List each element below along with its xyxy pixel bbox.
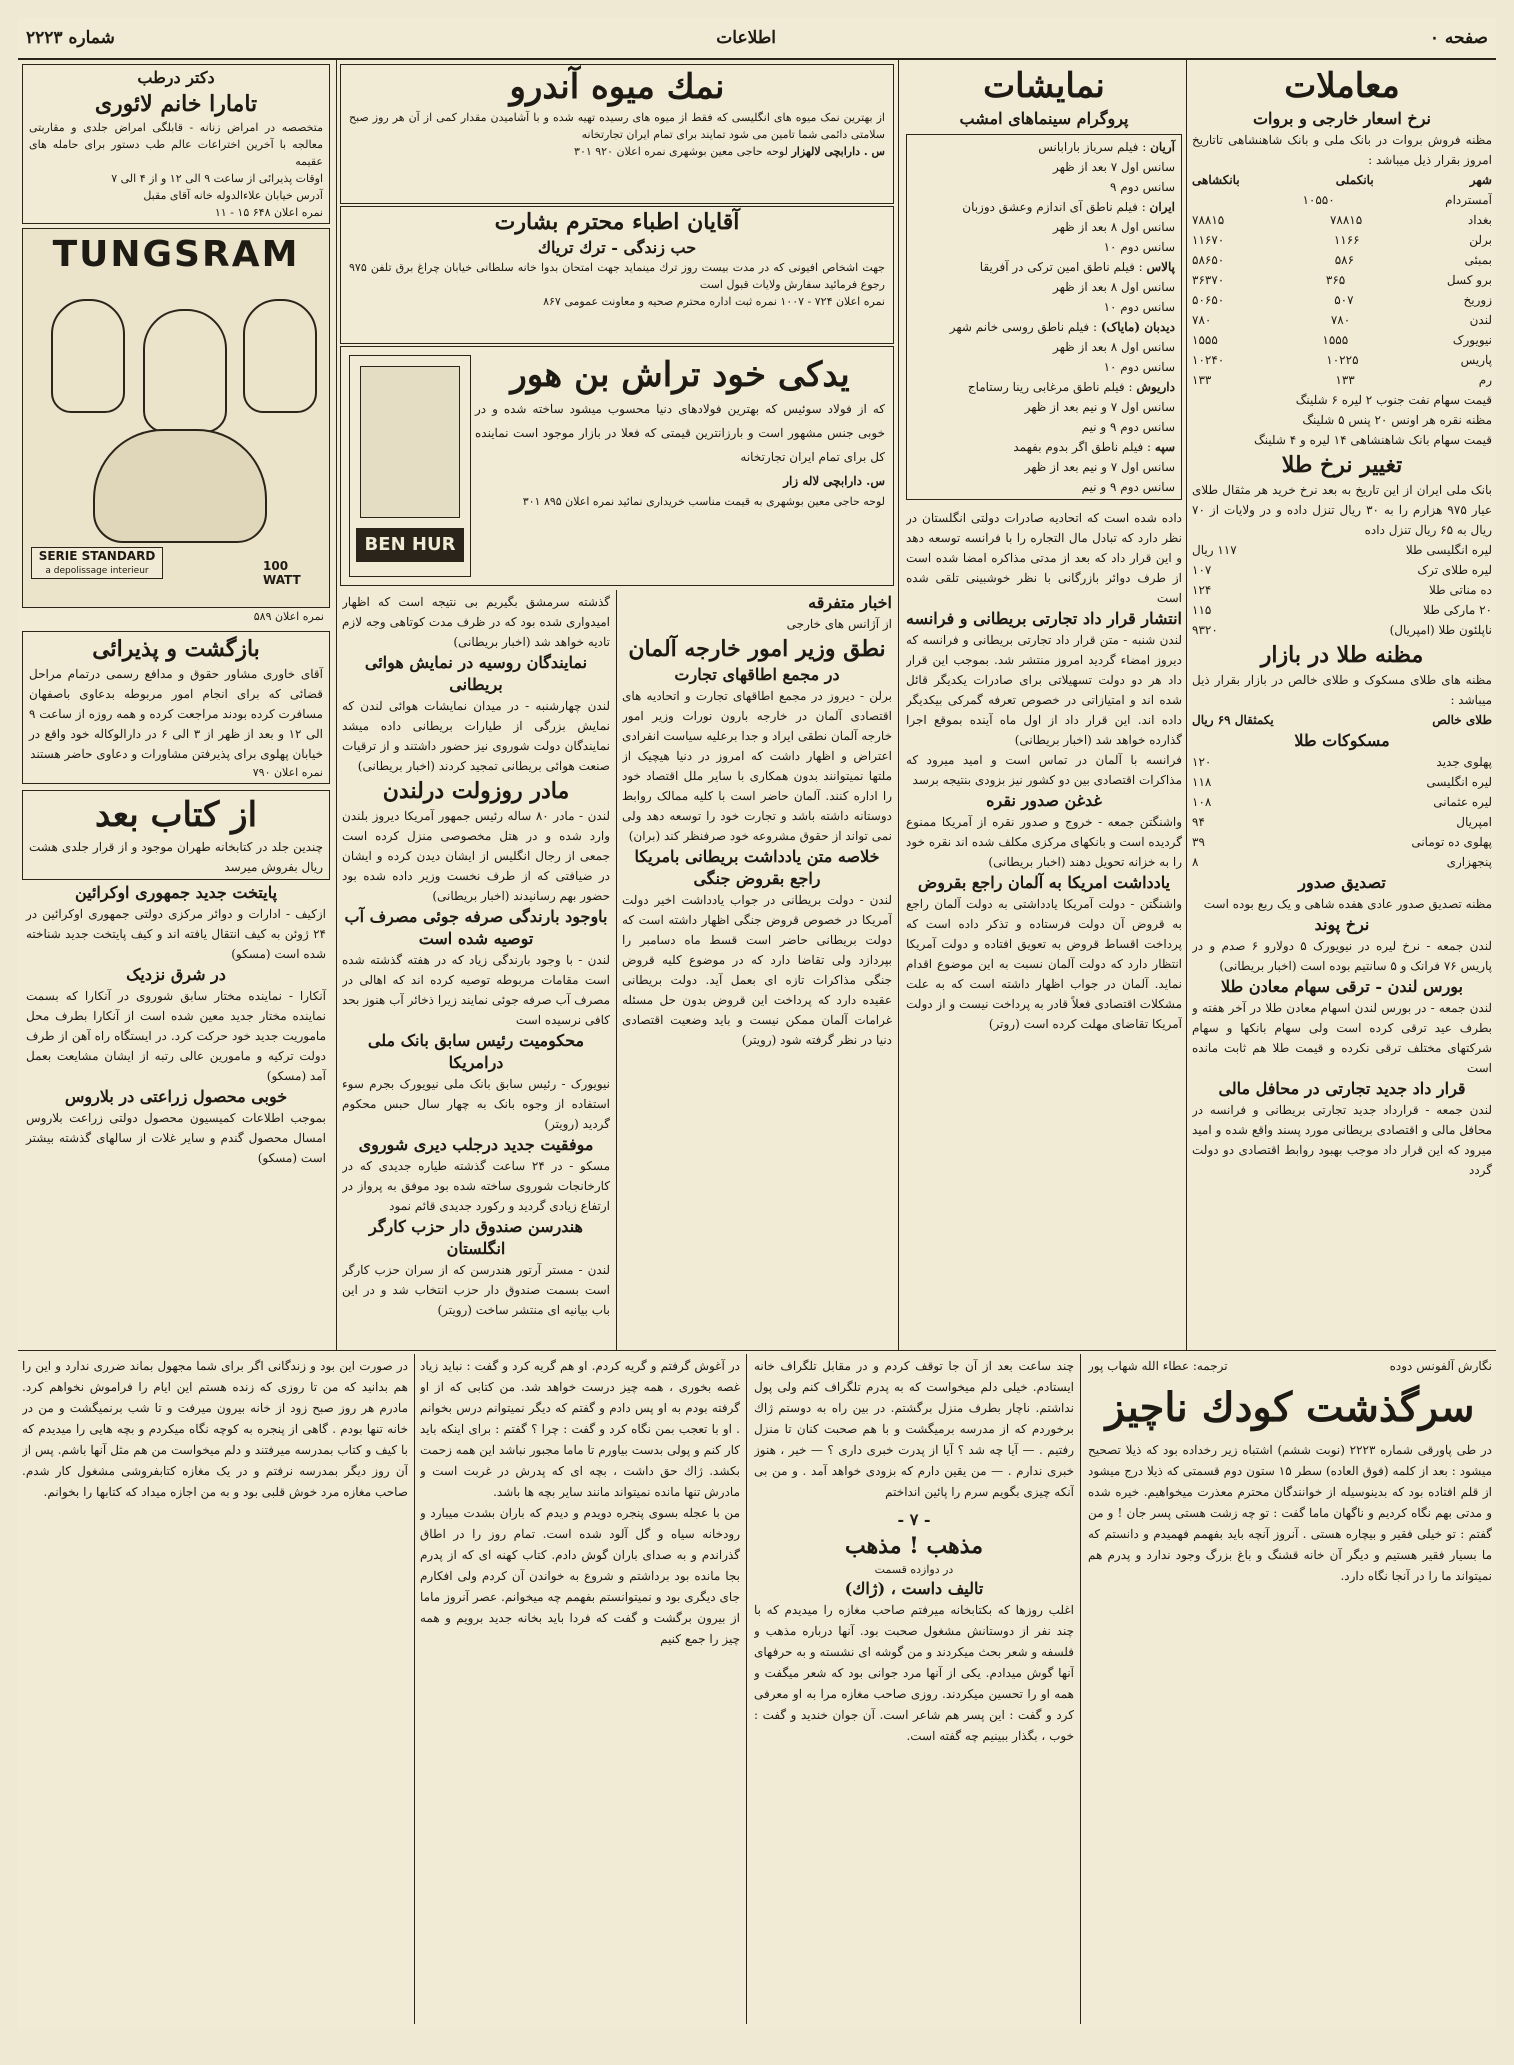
france-text: فرانسه با آلمان در تماس است و امید میرود که مذاکرات اقتصادی بین دو کشور نیز بزودی بنتیجه برسد xyxy=(906,753,1182,787)
gold-rate-text: بانک ملی ایران از این تاریخ به بعد نرخ خرید هر مثقال طلای عیار ۹۷۵ هزارم را به ۳۰ ریال تنزل داده و در ولایات از ۷۰ ریال به ۶۵ ریال تنزل داده xyxy=(1192,483,1492,537)
treaty-title: قرار داد جدید تجارتی در محافل مالی xyxy=(1218,1079,1466,1098)
henderson-text: لندن - مستر آرتور هندرسن که از سران حزب کارگر است بسمت صندوق دار حزب انتخاب شد و در این باب بیانیه ای منتشر ساخت (رویتر) xyxy=(342,1263,610,1317)
east-title: در شرق نزدیک xyxy=(126,965,226,984)
ad-benhur-place: لاله زار xyxy=(783,474,820,488)
bulb-icon xyxy=(51,299,125,413)
coins-title: مسکوکات طلا xyxy=(1294,731,1390,750)
serial-translator: ترجمه: عطاء الله شهاب پور xyxy=(1088,1359,1228,1373)
ad-fruit-salt-title: نمك میوه آندرو xyxy=(509,67,725,107)
coins-list xyxy=(1192,752,1492,872)
serial-column-4 xyxy=(22,1356,408,2024)
serial-text-d: در آغوش گرفتم و گریه کردم. او هم گریه کرد و گفت : نباید زیاد غصه بخوری ، همه چیز درست خواهد شد. من کتابی که از او گرفته بودم به او پس دادم و گفتم که دیگر نمیتوانم درس بخوانم . او با تعجب بمن نگاه کرد و گفت : چرا ؟ گفتم : برای اینکه باید کار کنم و پولی بدست بیاورم تا ماما مجبور نباشد این همه زحمت بکشد. ژاك حق داشت ، بچه ای که پدرش در غربت است و مادرش تنها مانده نمیتواند مانند سایر بچه ها باشد. xyxy=(420,1359,740,1499)
chapter-title: مذهب ! مذهب xyxy=(844,1533,984,1559)
certificate-title: تصدیق صدور xyxy=(1298,873,1386,892)
air-show-title: نمایندگان روسیه در نمایش هوائی بریطانی xyxy=(364,653,588,694)
exchange-table-header: شهر بانکملی بانکشاهی xyxy=(1192,173,1492,187)
ad-benhur-title: یدکی خود تراش بن هور xyxy=(510,355,850,395)
table-row: رم ۱۳۳ ۱۳۳ xyxy=(1192,373,1492,387)
chapter-author: تالیف داست ، (ژاك) xyxy=(844,1579,984,1598)
list-item: پالاس : فیلم ناطق امین ترکی در آفریقا سانس اول ۸ بعد از ظهر سانس دوم ۱۰ xyxy=(979,260,1175,314)
roosevelt-text: لندن - مادر ۸۰ ساله رئیس جمهور آمریکا دیروز بلندن وارد شده و در هتل مخصوصی منزل کرده است جمعی از رجال انگلیس از ایشان دیدن کرده و ایشان در ضیافتی که از طرف نخست وزیر داده شده بود حضور بهم رسانیدند (اخبار بریطانی) xyxy=(342,809,610,903)
ad-benhur xyxy=(340,346,894,586)
tungsram-ad-number: نمره اعلان ۵۸۹ xyxy=(253,610,324,623)
us-note-text: واشنگتن - دولت آمریکا یادداشتی به دولت آلمان راجع به قروض آن دولت فرستاده و تذکر داده است که پرداخت اقساط قروض به تعویق افتاده و دولت آمریکا انتظار دارد که دولت آلمان نسبت به این موضوع اقدام نماید. آلمان در جواب اظهار داشته است که به علت مشکلات اقتصادی فعلاً قادر به پرداخت نیست و از دولت آمریکا تقاضای مهلت کرده است (روتر) xyxy=(906,897,1182,1031)
air-show-text: لندن چهارشنبه - در میدان نمایشات هوائی لندن که نمایش بزرگی از طیارات بریطانی داده میشد نمایندگان دولت شوروی نیز حضور داشتند و از ترقیات صنعت هوائی بریطانی تمجید کردند (اخبار بریطانی) xyxy=(342,699,610,773)
column-foreign-news xyxy=(342,592,610,1344)
table-row: زوریخ ۵۰۷ ۵۰۶۵۰ xyxy=(1192,293,1492,307)
column-misc-news xyxy=(622,592,892,1344)
bank-text: نیویورک - رئیس سابق بانک ملی نیویورک بجرم سوء استفاده از وجوه بانک به چهار سال حبس محکوم گردید (رویتر) xyxy=(342,1077,610,1131)
ad-fruit-salt-tail: لوحه حاجی معین بوشهری نمره اعلان ۹۲۰ ۳۰۱ xyxy=(574,145,788,158)
table-row: بمبئی ۵۸۶ ۵۸۶۵۰ xyxy=(1192,253,1492,267)
serial-column-1 xyxy=(1088,1356,1492,2024)
debts-text: لندن - دولت بریطانی در جواب یادداشت اخیر دولت آمریکا در خصوص قروض جنگی اظهار داشته است که دولت بریطانی حاضر است قسط ماه دسامبر را بپردازد ولی تقاضا دارد که در موضوع کلیه قروض جنگی مذاکرات تازه ای بعمل آید. دولت بریطانی عقیده دارد که پرداخت این قروض بدون حل مسئله غرامات آلمان ممکن نیست و باید وضعیت اقتصادی دنیا در نظر گرفته شود (رویتر) xyxy=(622,893,892,1047)
column-cinema xyxy=(906,64,1182,1344)
benhur-portrait-icon xyxy=(360,366,460,518)
list-item: سپه : فیلم ناطق اگر بدوم بفهمد سانس اول ۷ و نیم بعد از ظهر سانس دوم ۹ و نیم xyxy=(1013,440,1175,494)
us-note-title: یادداشت امریکا به آلمان راجع بقروض xyxy=(917,873,1171,892)
list-item: داریوش : فیلم ناطق مرغابی رینا رستاماج سانس اول ۷ و نیم بعد از ظهر سانس دوم ۹ و نیم xyxy=(967,380,1175,434)
ad-doctors xyxy=(340,206,894,344)
ad-book xyxy=(22,790,330,880)
roosevelt-title: مادر روزولت درلندن xyxy=(382,778,570,804)
exchange-subtitle: نرخ اسعار خارجی و بروات xyxy=(1252,109,1432,128)
list-item: ۲۰ مارکی طلا ۱۱۵ xyxy=(1192,603,1492,617)
table-row: برو کسل ۳۶۵ ۳۶۳۷۰ xyxy=(1192,273,1492,287)
list-item: پنجهزاری ۸ xyxy=(1192,855,1492,869)
list-item: ایران : فیلم ناطق آی اندازم وعشق دوزبان سانس اول ۸ بعد از ظهر سانس دوم ۱۰ xyxy=(962,200,1175,254)
soviet-text: مسکو - در ۲۴ ساعت گذشته طیاره جدیدی که در کارخانجات شوروی ساخته شده بود موفق به پرواز در ارتفاع زیادی گردید و رکورد جدیدی قائم نمود xyxy=(342,1159,610,1213)
list-item: ده مناتی طلا ۱۲۴ xyxy=(1192,583,1492,597)
treaty-text: لندن جمعه - قرارداد جدید تجارتی بریطانی و فرانسه در محافل مالی و اقتصادی بریطانی مورد پسند واقع شده و امید میرود که این قرار داد موجب بهبود روابط اقتصادی دو دولت گردد xyxy=(1192,1103,1492,1177)
ad-fruit-salt xyxy=(340,64,894,204)
serial-text-e: در صورت این بود و زندگانی اگر برای شما مجهول بماند ضرری ندارد و این را هم بدانید که من تا روزی که زنده هستم این ایام را فراموش نخواهم کرد. مادرم هر روز صبح زود از خانه بیرون میرفت و تا شب برنمیگشت و من در خانه تنها بودم . گاهی از پنجره به کوچه نگاه میکردم و بچه هایی را میدیدم که با کیف و کتاب بمدرسه میرفتند و دلم میخواست من هم مثل آنها باشم. پس از آن روز دیگر بمدرسه نرفتم و در یک مغازه کتابفروشی مشغول کار شدم. صاحب مغازه مرد خوش قلبی بود و به من اجازه میداد که کتابها را بخوانم. xyxy=(22,1359,408,1499)
list-item: لیره عثمانی ۱۰۸ xyxy=(1192,795,1492,809)
henderson-title: هندرسن صندوق دار حزب کارگر انگلستان xyxy=(369,1217,583,1258)
column-ads-left xyxy=(22,64,330,1344)
misc-subtitle: از آژانس های خارجی xyxy=(786,617,892,631)
ad-doctor xyxy=(22,64,330,224)
return-title: بازگشت و پذیرائی xyxy=(92,636,260,662)
page-number: صفحه ۰ xyxy=(1429,28,1488,48)
ad-fruit-salt-text: از بهترین نمک میوه های انگلیسی که فقط از میوه های رسیده تهیه شده و با آشامیدن مقدار کمی از آن هر روز صبح سلامتی دائمی شما تامین می شود تمایند برای تمام ایران تجارتخانه xyxy=(349,111,885,141)
debts-title: خلاصه متن یادداشت بریطانی بامریکا راجع بقروض جنگی xyxy=(634,847,880,888)
list-item: آریان : فیلم سرباز بارابانس سانس اول ۷ بعد از ظهر سانس دوم ۹ xyxy=(1038,140,1175,194)
doctor-title: دکتر درطب xyxy=(137,68,215,87)
intro-text: گذشته سرمشق بگیریم بی نتیجه است که اظهار امیدواری شده بود که در ظرف مدت کوتاهی وجه لازم تادیه خواهد شد (اخبار بریطانی) xyxy=(342,595,610,649)
crop-text: بموجب اطلاعات کمیسیون محصول دولتی زراعت بلاروس امسال محصول گندم و سایر غلات از سالهای گذشته بیشتر است (مسکو) xyxy=(26,1111,326,1165)
table-row: بغداد ۷۸۸۱۵ ۷۸۸۱۵ xyxy=(1192,213,1492,227)
list-item: پهلوی جدید ۱۲۰ xyxy=(1192,755,1492,769)
ad-doctors-sub: حب زندگی - ترك تریاك xyxy=(537,238,697,257)
pound-text: لندن جمعه - نرخ لیره در نیویورک ۵ دولارو ۶ صدم و در پاریس ۷۶ فرانک و ۵ سانتیم بوده است (اخبار بریطانی) xyxy=(1192,939,1492,973)
soviet-title: موفقیت جدید درجلب دیری شوروی xyxy=(358,1135,594,1154)
page-header xyxy=(18,18,1496,60)
serial-text-a: در طی پاورقی شماره ۲۲۲۳ (نوبت ششم) اشتباه زیر رخداده بود که ذیلا تصحیح میشود : بعد از کلمه (فوق العاده) سطر ۱۵ ستون دوم قسمتی که ذیلا درج میشود از قلم افتاده بود که بدینوسیله از خوانندگان محترم معذرت میخواهیم. خیره شده و مدتی بهم نگاه کردیم و ناگهان ماما گفت : تو چه زشت هستی پسر جان ! و من گفتم : تو خیلی فقیر و بیچاره هستی . آنروز آنچه باید بفهمم فهمیدم و دانستم که ما بسیار فقیر هستیم و دیگر آن خانه قشنگ و باغ بزرگ وجود ندارد و پدرم هم نمیتواند ما را در آنجا نگاه دارد. xyxy=(1088,1443,1492,1583)
doctor-hours: اوقات پذیرائی از ساعت ۹ الی ۱۲ و از ۴ الی ۷ xyxy=(111,172,323,185)
return-text: آقای خاوری مشاور حقوق و مدافع رسمی درتمام مراحل قضائی که برای انجام امور مربوطه بدعاوی باصفهان مسافرت کرده بودند مراجعت کرده و همه روزه از ساعت ۹ الی ۱۲ و بعد از ظهر از ۳ الی ۶ در دارالوکاله خود واقع در خیابان پهلوی برای پذیرفتن مشاورات و دعاوی حاضر هستند xyxy=(29,667,324,761)
ad-doctors-title: آقایان اطباء محترم بشارت xyxy=(494,209,740,235)
table-row: لندن ۷۸۰ ۷۸۰ xyxy=(1192,313,1492,327)
silver-note: مظنه نقره هر اونس ۲۰ پنس ۵ شلینگ xyxy=(1302,413,1492,427)
exchange-table xyxy=(1192,190,1492,390)
benhur-blade-image xyxy=(349,355,471,577)
table-row: پاریس ۱۰۲۲۵ ۱۰۲۴۰ xyxy=(1192,353,1492,367)
capital-text: ازکیف - ادارات و دوائر مرکزی دولتی جمهوری اوکرائین در ۲۴ ژوئن به کیف انتقال یافته اند و کیف پایتخت جدید شناخته شده است (مسکو) xyxy=(26,907,326,961)
large-bulb-icon xyxy=(93,429,267,543)
doctor-name: تامارا خانم لائوری xyxy=(94,91,258,117)
newspaper-name: اطلاعات xyxy=(716,28,776,48)
market-gold-text: مظنه های طلای مسکوک و طلای خالص در بازار بقرار ذیل میباشد : xyxy=(1192,673,1492,707)
chapter-sub: در دوازده قسمت xyxy=(874,1563,954,1576)
table-row: نیویورک ۱۵۵۵ ۱۵۵۵ xyxy=(1192,333,1492,347)
crop-title: خوبی محصول زراعتی در بلاروس xyxy=(64,1087,288,1106)
list-item: لیره طلای ترک ۱۰۷ xyxy=(1192,563,1492,577)
ad-benhur-seller: س. دارابچی xyxy=(823,474,885,488)
serial-text-b: من با عجله بسوی پنجره دویدم و دیدم که باران بشدت میبارد و رودخانه سیاه و گل آلود شده است. تمام روز را در اطاق گذراندم و به صدای باران گوش دادم. کتاب کهنه ای که از پدرم بجا مانده بود برداشتم و شروع به خواندن آن کردم ولی افکارم جای دیگری بود و نمیتوانستم بفهمم چه میخوانم. عصر آنروز ماما از بیرون برگشت و گفت که فردا باید بخانه جدید برویم و همه چیز را جمع کنیم xyxy=(420,1506,740,1646)
speech-title: نطق وزیر امور خارجه آلمان xyxy=(628,636,886,662)
chapter-number: - ۷ - xyxy=(897,1510,931,1529)
book-text: چندین جلد در کتابخانه طهران موجود و از قرار جلدی هشت ریال بفروش میرسد xyxy=(29,840,323,874)
list-item: امپریال ۹۴ xyxy=(1192,815,1492,829)
short-news xyxy=(22,880,330,1170)
rain-text: لندن - با وجود بارندگی زیاد که در هفته گذشته شده است مقامات مربوطه توصیه کرده اند که اهالی در مصرف آب صرفه جوئی نمایند زیرا ذخائر آب هنوز بحد کافی نرسیده است xyxy=(342,953,610,1027)
doctor-address: آدرس خیابان علاءالدوله خانه آقای مقبل xyxy=(143,189,323,202)
accord-title: انتشار قرار داد تجارتی بریطانی و فرانسه xyxy=(906,609,1182,628)
ad-return xyxy=(22,631,330,784)
ad-fruit-salt-seller: س . دارابچی لالهزار xyxy=(791,145,885,158)
newspaper-page xyxy=(18,18,1496,2029)
oil-shares-note: قیمت سهام نفت جنوب ۲ لیره ۶ شلینگ xyxy=(1295,393,1492,407)
capital-title: پایتخت جدید جمهوری اوکرائین xyxy=(74,883,278,902)
tungsram-serie: SERIE STANDARD xyxy=(38,549,156,563)
issue-number: شماره ۲۲۲۳ xyxy=(26,28,115,48)
speech-subtitle: در مجمع اطاقهای تجارت xyxy=(674,665,840,684)
bulb-icon xyxy=(243,299,317,413)
cinema-subtitle: پروگرام سینماهای امشب xyxy=(959,109,1129,128)
list-item: لیره انگلیسی ۱۱۸ xyxy=(1192,775,1492,789)
book-title: از کتاب بعد xyxy=(94,795,258,835)
serial-text-f: اغلب روزها که بکتابخانه میرفتم صاحب مغازه را میدیدم که با چند نفر از دوستانش مشغول صحبت بود. آنها درباره مذهب و فلسفه و شعر بحث میکردند و من گوشه ای نشسته و به حرفهای آنها گوش میدادم. یکی از آنها مرد جوانی بود که شعر میگفت و همه او را تحسین میکردند. روزی صاحب مغازه مرا به او معرفی کرد و گفت : این پسر هم شاعر است. آن جوان خندید و گفت : خوب ، بگذار ببینیم چه گفته است. xyxy=(754,1603,1074,1743)
ad-tungsram xyxy=(22,228,330,608)
list-item: ناپلئون طلا (امپریال) ۹۳۲۰ xyxy=(1192,623,1492,637)
misc-title: اخبار متفرقه xyxy=(808,593,892,612)
serial-author: نگارش آلفونس دوده xyxy=(1389,1359,1492,1373)
doctor-text: متخصصه در امراض زنانه - قابلگی امراض جلدی و مقاربتی معالجه با آخرین اختراعات عالم طب دستور برای حامله های عقیمه xyxy=(29,121,323,168)
gold-rate-list xyxy=(1192,540,1492,640)
bank-title: محکومیت رئیس سابق بانک ملی درامریکا xyxy=(367,1031,585,1072)
list-item: دیدبان (مایاک) : فیلم ناطق روسی خانم شهر سانس اول ۸ بعد از ظهر سانس دوم ۱۰ xyxy=(949,320,1175,374)
bourse-text: لندن جمعه - در بورس لندن اسهام معادن طلا در آخر هفته و بطرف عید ترقی کرده است ولی سهام بانکها و سهام شرکتهای مختلف ترقی نکرده و قیمت طلا هم ثابت مانده است xyxy=(1192,1001,1492,1075)
serial-text-c: چند ساعت بعد از آن جا توقف کردم و در مقابل تلگراف خانه ایستادم. خیلی دلم میخواست که به پدرم تلگراف کنم ولی پول نداشتم. ناچار بطرف منزل برگشتم. در بین راه به دوستم ژاك برخوردم که از مدرسه برمیگشت و با هم صحبت کنان تا منزل رفتیم . — آیا چه شد ؟ آیا از پدرت خبری داری ؟ — خیر ، هنوز خبری ندارم . — من يقين دارم كه بزودی خواهد آمد . و من بی آنکه چیزی بگویم سرم را پائین انداختم xyxy=(754,1359,1074,1499)
table-row: برلن ۱۱۶۶ ۱۱۶۷۰ xyxy=(1192,233,1492,247)
exchange-intro: مظنه فروش بروات در بانک ملی و بانک شاهنشاهی تاتاریخ امروز بقرار ذیل میباشد : xyxy=(1192,133,1492,167)
pound-title: نرخ پوند xyxy=(1314,915,1370,934)
serial-column-3 xyxy=(420,1356,740,2024)
cinema-title: نمایشات xyxy=(983,66,1105,106)
tungsram-watt: 100 WATT xyxy=(263,559,301,587)
bourse-title: بورس لندن - ترقی سهام معادن طلا xyxy=(1220,977,1464,996)
tungsram-brand: TUNGSRAM xyxy=(52,234,300,275)
ad-doctors-text: جهت اشخاص افیونی که در مدت بیست روز ترك مینماید جهت امتحان بدوا خانه سلطانی خیابان چراغ برق تلفن ۹۷۵ رجوع فرمائید سفارش ولایات قبول است xyxy=(349,261,885,291)
list-item: پهلوی ده تومانی ۳۹ xyxy=(1192,835,1492,849)
gold-rate-title: تغییر نرخ طلا xyxy=(1281,452,1403,478)
accord-text: لندن شنبه - متن قرار داد تجارتی بریطانی و فرانسه که دیروز امضاء گردید امروز منتشر شد. بموجب این قرار داد هر دو دولت تسهیلاتی برای صادرات یکدیگر قائل شده اند و امتیازاتی در خصوص تعرفه گمرکی بیکدیگر داده اند. این قرار داد از اول ماه آینده بموقع اجرا گذارده خواهد شد (اخبار بریطانی) xyxy=(906,633,1182,747)
serial-column-2 xyxy=(754,1356,1074,2024)
rain-title: باوجود بارندگی صرفه جوئی مصرف آب توصیه شده است xyxy=(344,907,608,948)
exchange-title: معاملات xyxy=(1284,66,1400,106)
east-text: آنکارا - نماینده مختار سابق شوروی در آنکارا که بسمت نماینده مختار جدید معین شده است از آنکارا بطرف محل ماموریت جدید خود حرکت کرد. در ایستگاه راه آهن از طرف دولت ترکیه و مامورین عالی رتبه از ایشان مشایعت بعمل آمد (مسکو) xyxy=(26,989,326,1083)
column-exchange xyxy=(1192,64,1492,1344)
bulb-icon xyxy=(143,309,227,433)
table-row: آمستردام ۱۰۵۵۰ xyxy=(1302,193,1492,207)
speech-text: برلن - دیروز در مجمع اطاقهای تجارت و اتحادیه های اقتصادی آلمان در خارجه بارون نورات وزیر امور خارجه آلمان نطقی ایراد و جدا برعلیه سیاست انفرادی اعتراض و اظهار داشت که امروز در دنیا هیچیک از ملتها نمیتوانند بدون همکاری با سایر ملل اقتصاد خود را اداره کنند. آلمان حاضر است با کلیه ممالک روابط دوستانه داشته باشد و تجارت خود را توسعه دهد ولی نمی تواند از حقوق مشروعه خود صرفنظر کند (بران) xyxy=(622,689,892,843)
silver-export-text: واشنگتن جمعه - خروج و صدور نقره از آمریکا ممنوع گردیده است و بانکهای مرکزی مکلف شده اند نقره خود را به خزانه تحویل دهند (اخبار بریطانی) xyxy=(906,815,1182,869)
ad-doctors-tail: نمره اعلان ۷۲۴ - ۱۰۰۷ نمره ثبت اداره محترم صحیه و معاونت عمومی ۸۶۷ xyxy=(543,295,885,308)
ad-benhur-text: که از فولاد سوئیس که بهترین فولادهای دنیا محسوب میشود ساخته شده و در خوبی جنس مشهور است و بارزانترین قیمتی که فعلا در بازار موجود است نماینده کل برای تمام ایران تجارتخانه xyxy=(475,402,885,464)
bank-shares-note: قیمت سهام بانک شاهنشاهی ۱۴ لیره و ۴ شلینگ xyxy=(1253,433,1492,447)
list-item: لیره انگلیسی طلا ۱۱۷ ریال xyxy=(1192,543,1492,557)
doctor-ad-number: نمره اعلان ۶۴۸ ۱۵ - ۱۱ xyxy=(214,206,323,219)
ad-benhur-tail: لوحه حاجی معین بوشهری به قیمت مناسب خریداری نمائید نمره اعلان ۸۹۵ ۳۰۱ xyxy=(522,495,885,508)
cinema-programs xyxy=(906,134,1182,500)
tungsram-sub: a depolissage interieur xyxy=(45,566,149,576)
return-ad-number: نمره اعلان ۷۹۰ xyxy=(252,766,323,779)
silver-export-title: غدغن صدور نقره xyxy=(986,791,1102,810)
market-gold-title: مظنه طلا در بازار xyxy=(1260,642,1424,668)
pure-gold-row: طلای خالص یکمثقال ۶۹ ریال xyxy=(1192,713,1492,727)
certificate-text: مظنه تصدیق صدور عادی هفده شاهی و یک ربع بوده است xyxy=(1203,897,1492,911)
benhur-brand: BEN HUR xyxy=(356,528,464,562)
serial-title: سرگذشت کودك ناچیز xyxy=(1105,1384,1475,1431)
trade-news-text: داده شده است که اتحادیه صادرات دولتی انگلستان در نظر دارد که تبادل مال التجاره را با فرانسه توسعه دهد و این قرار داد که بعد از مدتی مذاکره امضا شده است از طرف دوائر بازرگانی با نظر خوشبینی تلقی شده است xyxy=(906,511,1182,605)
